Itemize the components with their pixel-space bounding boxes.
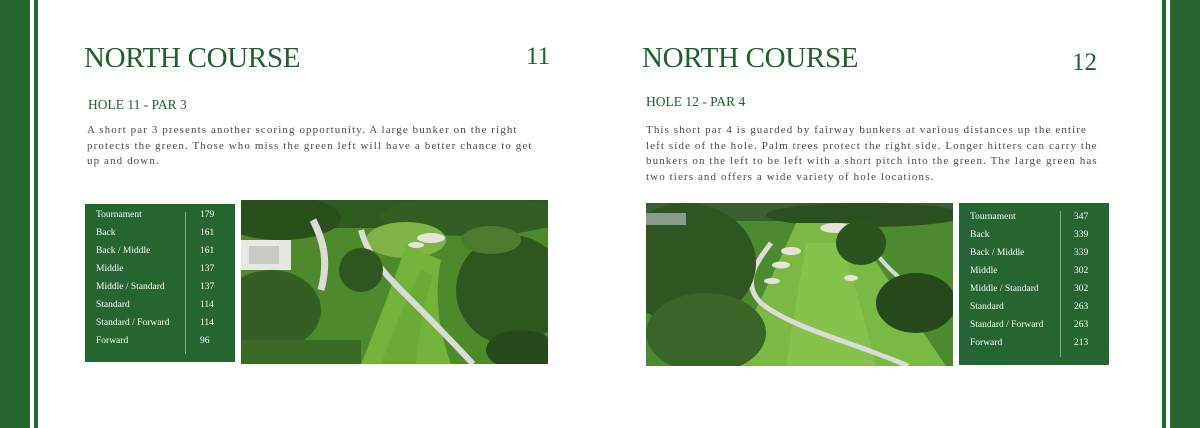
yardage-row xyxy=(959,284,1109,302)
tee-yards: 179 xyxy=(200,210,215,220)
tee-name: Back / Middle xyxy=(970,248,1025,258)
tee-name: Tournament xyxy=(96,210,142,220)
tee-name: Middle xyxy=(96,264,124,274)
page-number: 11 xyxy=(526,43,551,70)
left-edge-bar xyxy=(0,0,30,428)
tee-name: Middle / Standard xyxy=(970,284,1039,294)
yardage-row xyxy=(959,302,1109,320)
tee-yards: 96 xyxy=(200,336,210,346)
yardage-row xyxy=(85,318,235,336)
tee-yards: 302 xyxy=(1074,266,1089,276)
course-title: NORTH COURSE xyxy=(642,42,859,74)
hole-title: HOLE 12 - PAR 4 xyxy=(646,94,746,109)
tee-name: Standard xyxy=(970,302,1004,312)
tee-yards: 137 xyxy=(200,282,215,292)
yardage-row xyxy=(85,246,235,264)
right-edge-stripe xyxy=(1162,0,1166,428)
tee-name: Middle / Standard xyxy=(96,282,165,292)
tee-yards: 213 xyxy=(1074,338,1089,348)
page-11 xyxy=(38,0,594,428)
tee-name: Forward xyxy=(970,338,1003,348)
tee-name: Back xyxy=(96,228,116,238)
tee-yards: 263 xyxy=(1074,302,1089,312)
yardage-table xyxy=(959,203,1109,365)
tee-yards: 347 xyxy=(1074,212,1089,222)
yardage-row xyxy=(85,210,235,228)
yardage-row xyxy=(85,228,235,246)
tee-yards: 339 xyxy=(1074,230,1089,240)
yardage-row xyxy=(959,338,1109,356)
tee-yards: 114 xyxy=(200,318,214,328)
yardage-row xyxy=(85,264,235,282)
yardage-table xyxy=(85,204,235,362)
tee-yards: 263 xyxy=(1074,320,1089,330)
yardage-row xyxy=(85,336,235,354)
yardage-row xyxy=(959,248,1109,266)
page-12 xyxy=(600,0,1162,428)
tee-yards: 137 xyxy=(200,264,215,274)
tee-yards: 161 xyxy=(200,246,215,256)
tee-name: Standard / Forward xyxy=(970,320,1044,330)
tee-name: Standard / Forward xyxy=(96,318,170,328)
tee-name: Tournament xyxy=(970,212,1016,222)
hole-12-aerial-photo xyxy=(646,203,953,366)
tee-yards: 339 xyxy=(1074,248,1089,258)
tee-name: Middle xyxy=(970,266,998,276)
hole-11-aerial-photo xyxy=(241,200,548,364)
tee-name: Back xyxy=(970,230,990,240)
yardage-row xyxy=(85,300,235,318)
tee-yards: 161 xyxy=(200,228,215,238)
yardage-row xyxy=(959,266,1109,284)
tee-name: Forward xyxy=(96,336,129,346)
tee-name: Standard xyxy=(96,300,130,310)
hole-description: A short par 3 presents another scoring opportunity. A large bunker on the right protects the green. Those who miss the green left will have a better chance to get up and down. xyxy=(87,124,533,167)
hole-title: HOLE 11 - PAR 3 xyxy=(88,97,187,112)
tee-name: Back / Middle xyxy=(96,246,151,256)
course-title: NORTH COURSE xyxy=(84,42,301,74)
yardage-row xyxy=(85,282,235,300)
tee-yards: 302 xyxy=(1074,284,1089,294)
yardage-row xyxy=(959,230,1109,248)
right-edge-bar xyxy=(1170,0,1200,428)
yardage-row xyxy=(959,212,1109,230)
tee-yards: 114 xyxy=(200,300,214,310)
yardage-row xyxy=(959,320,1109,338)
page-number: 12 xyxy=(1072,49,1097,76)
hole-description: This short par 4 is guarded by fairway bunkers at various distances up the entire left side of the hole. Palm trees protect the right side. Longer hitters can carry the bunkers on the left to be left with a short pitch into the green. The large green has two tiers and offers a wide variety of hole locations. xyxy=(646,124,1098,183)
